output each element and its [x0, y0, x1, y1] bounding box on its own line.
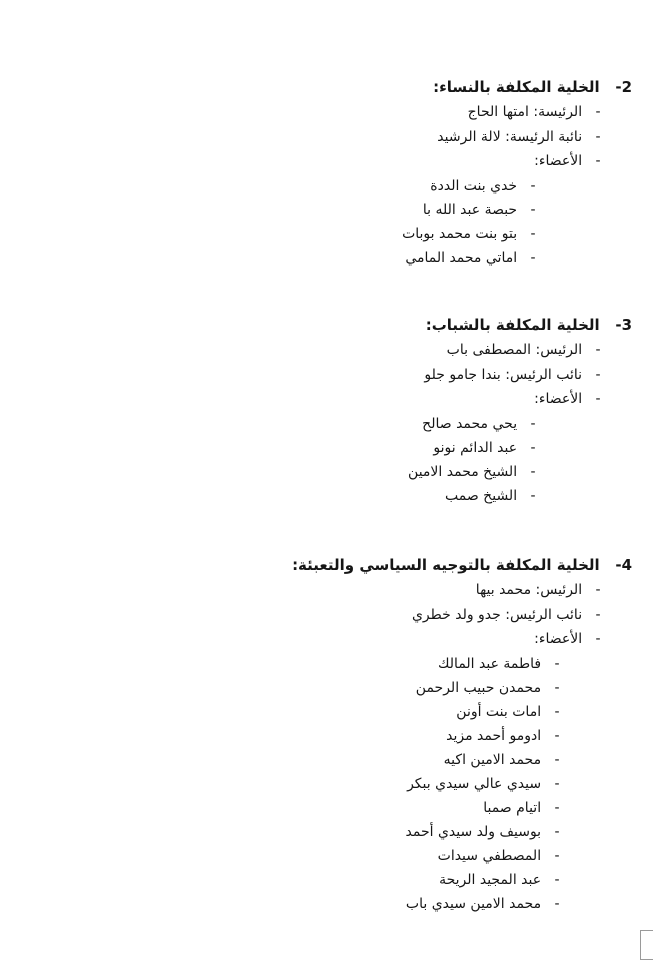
member-name: سيدي عالي سيدي ببكر [407, 776, 542, 792]
deputy-line [424, 367, 605, 383]
bullet-dash: - [530, 440, 536, 456]
bullet-dash: - [530, 464, 536, 480]
member-item [439, 872, 564, 888]
members-label-line [534, 631, 605, 647]
section-number: 4- [615, 556, 632, 574]
member-name: بتو بنت محمد بوبات [402, 226, 518, 242]
head-name: الرئيس: محمد بيها [475, 582, 583, 598]
bullet-dash: - [554, 656, 560, 672]
member-item [406, 896, 564, 912]
member-name: خدي بنت الددة [430, 178, 518, 194]
member-name: المصطفي سيدات [437, 848, 542, 864]
member-item [405, 250, 540, 266]
member-item [433, 440, 540, 456]
page-corner-mark [640, 930, 653, 960]
section-number: 2- [615, 78, 632, 96]
member-name: اتيام صمبا [483, 800, 542, 816]
bullet-dash: - [595, 582, 601, 598]
bullet-dash: - [595, 607, 601, 623]
bullet-dash: - [595, 104, 601, 120]
member-item [422, 416, 540, 432]
bullet-dash: - [530, 178, 536, 194]
bullet-dash: - [530, 488, 536, 504]
section-title: الخلية المكلفة بالتوجيه السياسي والتعبئة: [292, 556, 600, 574]
bullet-dash: - [595, 631, 601, 647]
member-item [438, 656, 564, 672]
deputy-line [412, 607, 605, 623]
member-item [445, 488, 540, 504]
bullet-dash: - [530, 416, 536, 432]
member-name: عبد المجيد الريحة [439, 872, 542, 888]
bullet-dash: - [530, 202, 536, 218]
member-item [446, 728, 564, 744]
head-name: الرئيسة: امتها الحاج [467, 104, 583, 120]
member-name: محمد الامين سيدي باب [405, 896, 542, 912]
member-name: امات بنت أونن [456, 704, 542, 720]
members-label-line [534, 391, 605, 407]
head-line [447, 342, 605, 358]
member-name: الشيخ صمب [445, 488, 518, 504]
section-heading [292, 556, 632, 574]
bullet-dash: - [554, 824, 560, 840]
bullet-dash: - [595, 129, 601, 145]
member-name: حبصة عبد الله با [422, 202, 518, 218]
section-heading [433, 78, 632, 96]
member-item [430, 178, 540, 194]
deputy-name: نائب الرئيس: جدو ولد خطري [411, 607, 583, 623]
deputy-line [437, 129, 605, 145]
member-name: ادومو أحمد مزيد [446, 728, 542, 744]
head-name: الرئيس: المصطفى باب [446, 342, 583, 358]
member-item [444, 752, 564, 768]
member-name: بوسيف ولد سيدي أحمد [405, 824, 542, 840]
section-heading [426, 316, 632, 334]
members-label: الأعضاء: [534, 391, 583, 407]
member-item [423, 202, 540, 218]
member-item [416, 680, 564, 696]
section-number: 3- [615, 316, 632, 334]
member-name: محمدن حبيب الرحمن [415, 680, 542, 696]
member-name: محمد الامين اكيه [443, 752, 542, 768]
head-line [476, 582, 605, 598]
member-name: يحي محمد صالح [422, 416, 518, 432]
member-item [438, 848, 564, 864]
member-item [483, 800, 564, 816]
member-item [408, 464, 540, 480]
member-name: عبد الدائم نونو [433, 440, 518, 456]
bullet-dash: - [554, 896, 560, 912]
bullet-dash: - [554, 728, 560, 744]
member-item [402, 226, 540, 242]
bullet-dash: - [554, 800, 560, 816]
member-item [456, 704, 564, 720]
bullet-dash: - [530, 250, 536, 266]
bullet-dash: - [554, 872, 560, 888]
member-item [406, 824, 564, 840]
members-label-line [534, 153, 605, 169]
section-title: الخلية المكلفة بالشباب: [425, 316, 600, 334]
members-label: الأعضاء: [534, 631, 583, 647]
member-name: الشيخ محمد الامين [408, 464, 518, 480]
bullet-dash: - [554, 704, 560, 720]
bullet-dash: - [595, 153, 601, 169]
member-name: اماتي محمد المامي [405, 250, 518, 266]
bullet-dash: - [595, 367, 601, 383]
members-label: الأعضاء: [534, 153, 583, 169]
bullet-dash: - [554, 848, 560, 864]
deputy-name: نائب الرئيس: بندا جامو جلو [424, 367, 583, 383]
bullet-dash: - [595, 391, 601, 407]
bullet-dash: - [595, 342, 601, 358]
bullet-dash: - [554, 752, 560, 768]
bullet-dash: - [554, 680, 560, 696]
section-title: الخلية المكلفة بالنساء: [433, 78, 600, 96]
member-name: فاطمة عبد المالك [437, 656, 542, 672]
deputy-name: نائبة الرئيسة: لالة الرشيد [437, 129, 583, 145]
bullet-dash: - [530, 226, 536, 242]
bullet-dash: - [554, 776, 560, 792]
member-item [407, 776, 564, 792]
head-line [468, 104, 605, 120]
